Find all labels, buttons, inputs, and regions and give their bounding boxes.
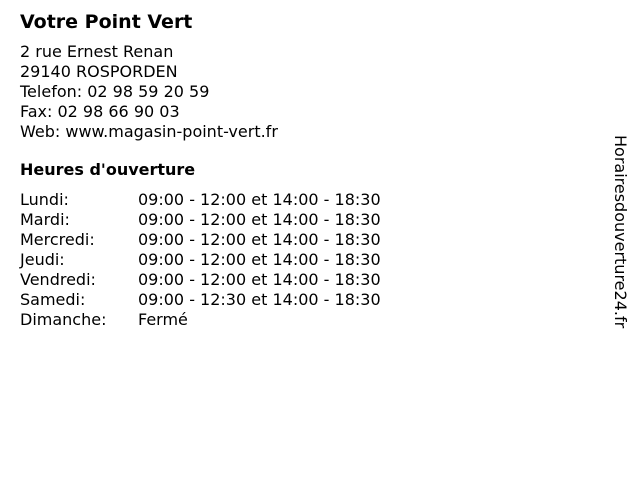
day-hours: 09:00 - 12:00 et 14:00 - 18:30 — [138, 250, 381, 269]
day-hours: 09:00 - 12:00 et 14:00 - 18:30 — [138, 270, 381, 289]
day-label: Lundi: — [20, 190, 69, 209]
day-label: Mardi: — [20, 210, 70, 229]
business-name: Votre Point Vert — [20, 11, 193, 33]
day-label: Mercredi: — [20, 230, 95, 249]
fax-line: Fax: 02 98 66 90 03 — [20, 102, 180, 121]
day-label: Jeudi: — [20, 250, 65, 269]
business-card — [20, 10, 600, 330]
web-line: Web: www.magasin-point-vert.fr — [20, 122, 278, 141]
day-hours: 09:00 - 12:30 et 14:00 - 18:30 — [138, 290, 381, 309]
day-label: Vendredi: — [20, 270, 96, 289]
day-hours: Fermé — [138, 310, 188, 329]
hours-row-tuesday — [20, 210, 600, 230]
hours-row-wednesday — [20, 230, 600, 250]
phone-line: Telefon: 02 98 59 20 59 — [20, 82, 210, 101]
hours-row-sunday — [20, 310, 600, 330]
day-label: Samedi: — [20, 290, 86, 309]
day-hours: 09:00 - 12:00 et 14:00 - 18:30 — [138, 210, 381, 229]
site-watermark: Horairesdouverture24.fr — [611, 135, 630, 329]
day-hours: 09:00 - 12:00 et 14:00 - 18:30 — [138, 190, 381, 209]
hours-heading: Heures d'ouverture — [20, 160, 196, 179]
hours-row-monday — [20, 190, 600, 210]
hours-row-friday — [20, 270, 600, 290]
day-hours: 09:00 - 12:00 et 14:00 - 18:30 — [138, 230, 381, 249]
address-street: 2 rue Ernest Renan — [20, 42, 174, 61]
hours-row-thursday — [20, 250, 600, 270]
day-label: Dimanche: — [20, 310, 107, 329]
hours-row-saturday — [20, 290, 600, 310]
address-city: 29140 ROSPORDEN — [20, 62, 178, 81]
